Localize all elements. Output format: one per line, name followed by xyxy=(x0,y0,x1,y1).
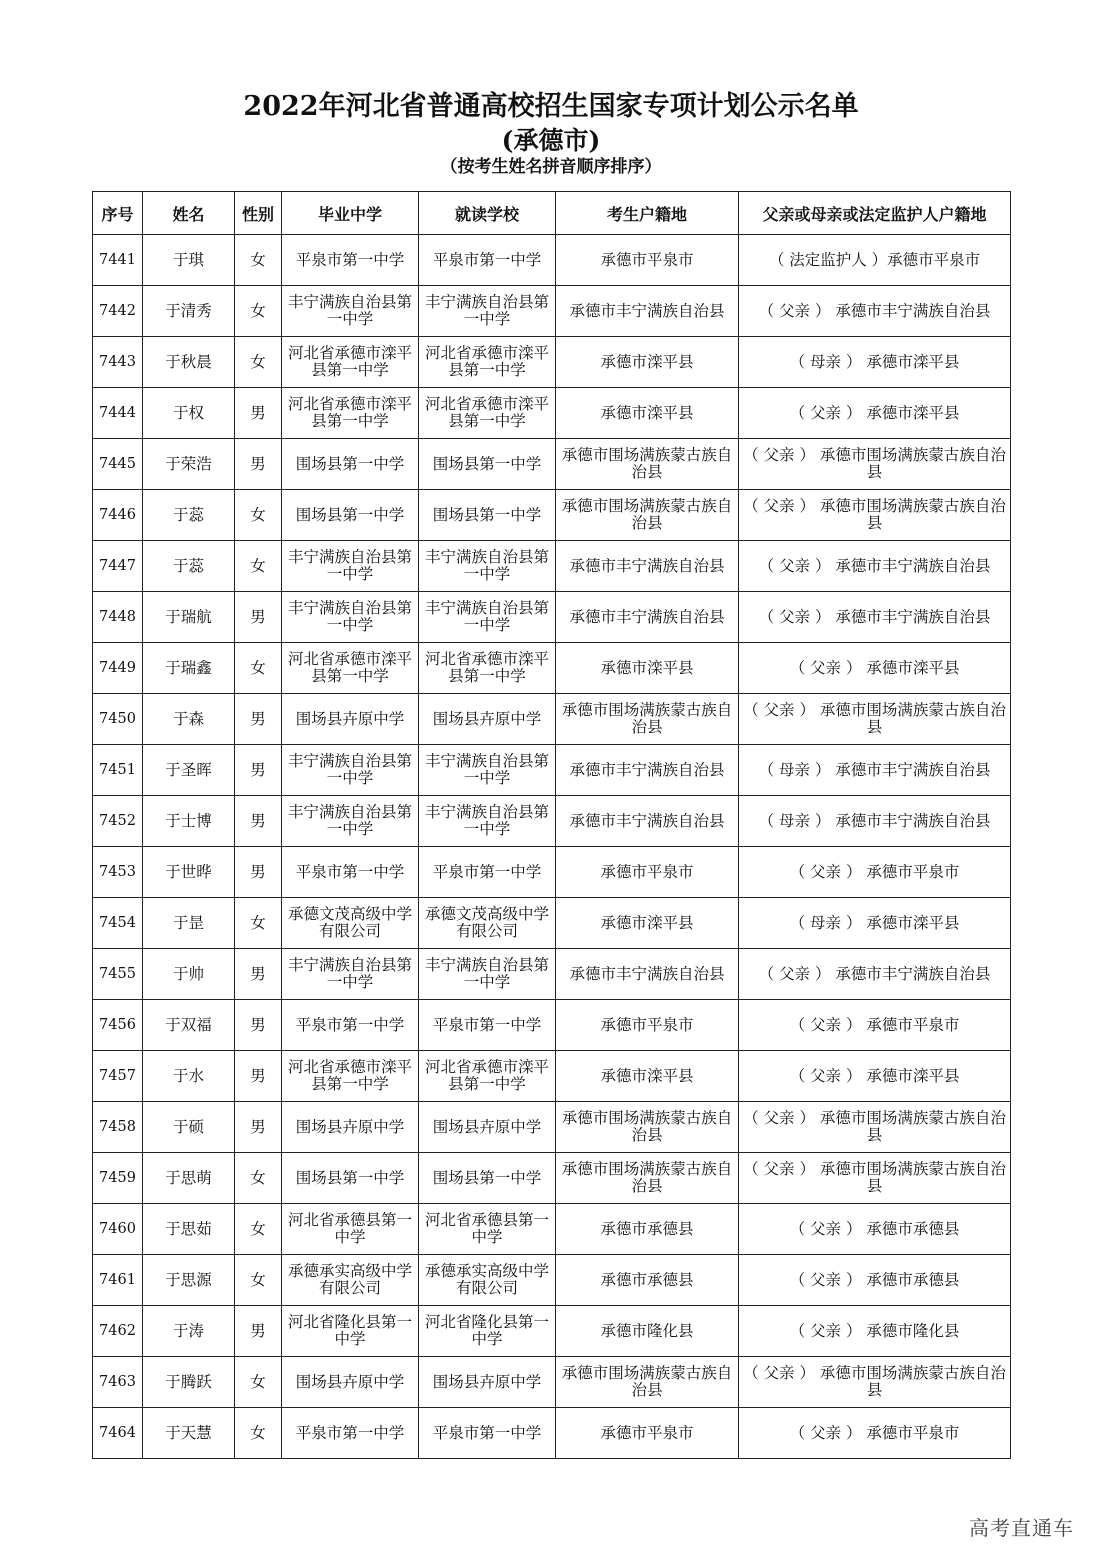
cell-seq: 7447 xyxy=(93,541,143,592)
cell-current-school: 丰宁满族自治县第一中学 xyxy=(419,796,556,847)
cell-graduated-school: 围场县卉原中学 xyxy=(282,694,419,745)
cell-seq: 7442 xyxy=(93,286,143,337)
cell-student-household: 承德市丰宁满族自治县 xyxy=(556,949,739,1000)
cell-guardian-household: （ 父亲 ） 承德市滦平县 xyxy=(739,1051,1011,1102)
cell-current-school: 平泉市第一中学 xyxy=(419,1408,556,1459)
cell-graduated-school: 平泉市第一中学 xyxy=(282,235,419,286)
cell-name: 于森 xyxy=(143,694,235,745)
cell-graduated-school: 河北省承德市滦平县第一中学 xyxy=(282,337,419,388)
cell-current-school: 河北省承德市滦平县第一中学 xyxy=(419,643,556,694)
cell-gender: 男 xyxy=(235,847,282,898)
table-body xyxy=(93,235,1011,1459)
cell-current-school: 河北省承德市滦平县第一中学 xyxy=(419,1051,556,1102)
cell-guardian-household: （ 父亲 ） 承德市丰宁满族自治县 xyxy=(739,592,1011,643)
cell-gender: 女 xyxy=(235,1153,282,1204)
watermark: 高考直通车 xyxy=(969,1516,1074,1540)
cell-name: 于双福 xyxy=(143,1000,235,1051)
cell-student-household: 承德市平泉市 xyxy=(556,235,739,286)
table-row xyxy=(93,235,1011,286)
sort-note: （按考生姓名拼音顺序排序） xyxy=(440,157,662,177)
cell-gender: 男 xyxy=(235,796,282,847)
cell-student-household: 承德市围场满族蒙古族自治县 xyxy=(556,1102,739,1153)
cell-seq: 7451 xyxy=(93,745,143,796)
cell-gender: 男 xyxy=(235,949,282,1000)
cell-current-school: 丰宁满族自治县第一中学 xyxy=(419,541,556,592)
table-row xyxy=(93,949,1011,1000)
cell-seq: 7445 xyxy=(93,439,143,490)
cell-seq: 7456 xyxy=(93,1000,143,1051)
cell-current-school: 承德文茂高级中学有限公司 xyxy=(419,898,556,949)
cell-student-household: 承德市围场满族蒙古族自治县 xyxy=(556,1153,739,1204)
cell-graduated-school: 围场县第一中学 xyxy=(282,490,419,541)
cell-current-school: 河北省承德市滦平县第一中学 xyxy=(419,337,556,388)
cell-student-household: 承德市平泉市 xyxy=(556,1000,739,1051)
header-student-household: 考生户籍地 xyxy=(556,192,739,235)
table-row xyxy=(93,1357,1011,1408)
table-row xyxy=(93,796,1011,847)
cell-guardian-household: （ 父亲 ） 承德市围场满族蒙古族自治县 xyxy=(739,1153,1011,1204)
cell-graduated-school: 丰宁满族自治县第一中学 xyxy=(282,949,419,1000)
cell-gender: 女 xyxy=(235,1357,282,1408)
header-guardian-household: 父亲或母亲或法定监护人户籍地 xyxy=(739,192,1011,235)
cell-guardian-household: （ 法定监护人 ）承德市平泉市 xyxy=(739,235,1011,286)
cell-graduated-school: 平泉市第一中学 xyxy=(282,1408,419,1459)
cell-graduated-school: 平泉市第一中学 xyxy=(282,847,419,898)
cell-gender: 女 xyxy=(235,643,282,694)
cell-seq: 7461 xyxy=(93,1255,143,1306)
cell-student-household: 承德市隆化县 xyxy=(556,1306,739,1357)
cell-name: 于水 xyxy=(143,1051,235,1102)
table-row xyxy=(93,1000,1011,1051)
cell-graduated-school: 承德文茂高级中学有限公司 xyxy=(282,898,419,949)
cell-seq: 7462 xyxy=(93,1306,143,1357)
cell-student-household: 承德市平泉市 xyxy=(556,847,739,898)
cell-gender: 女 xyxy=(235,898,282,949)
cell-guardian-household: （ 父亲 ） 承德市承德县 xyxy=(739,1255,1011,1306)
cell-guardian-household: （ 父亲 ） 承德市围场满族蒙古族自治县 xyxy=(739,1357,1011,1408)
cell-gender: 男 xyxy=(235,1000,282,1051)
cell-seq: 7446 xyxy=(93,490,143,541)
table-row xyxy=(93,1051,1011,1102)
cell-guardian-household: （ 母亲 ） 承德市滦平县 xyxy=(739,898,1011,949)
cell-gender: 男 xyxy=(235,1102,282,1153)
cell-guardian-household: （ 父亲 ） 承德市围场满族蒙古族自治县 xyxy=(739,694,1011,745)
cell-gender: 男 xyxy=(235,1306,282,1357)
cell-name: 于琪 xyxy=(143,235,235,286)
roster-table xyxy=(92,191,1011,1459)
cell-gender: 男 xyxy=(235,439,282,490)
cell-student-household: 承德市丰宁满族自治县 xyxy=(556,541,739,592)
table-row xyxy=(93,643,1011,694)
cell-guardian-household: （ 母亲 ） 承德市丰宁满族自治县 xyxy=(739,796,1011,847)
cell-current-school: 平泉市第一中学 xyxy=(419,235,556,286)
cell-seq: 7454 xyxy=(93,898,143,949)
cell-gender: 男 xyxy=(235,1051,282,1102)
cell-guardian-household: （ 父亲 ） 承德市平泉市 xyxy=(739,1000,1011,1051)
cell-gender: 男 xyxy=(235,745,282,796)
cell-student-household: 承德市滦平县 xyxy=(556,643,739,694)
table-row xyxy=(93,1408,1011,1459)
cell-seq: 7458 xyxy=(93,1102,143,1153)
cell-graduated-school: 丰宁满族自治县第一中学 xyxy=(282,286,419,337)
cell-guardian-household: （ 母亲 ） 承德市滦平县 xyxy=(739,337,1011,388)
cell-current-school: 河北省承德县第一中学 xyxy=(419,1204,556,1255)
cell-name: 于帅 xyxy=(143,949,235,1000)
cell-name: 于权 xyxy=(143,388,235,439)
table-header-row xyxy=(93,192,1011,235)
cell-student-household: 承德市丰宁满族自治县 xyxy=(556,796,739,847)
header-gender: 性别 xyxy=(235,192,282,235)
cell-guardian-household: （ 父亲 ） 承德市丰宁满族自治县 xyxy=(739,949,1011,1000)
cell-gender: 女 xyxy=(235,1408,282,1459)
table-row xyxy=(93,847,1011,898)
cell-current-school: 围场县第一中学 xyxy=(419,439,556,490)
cell-name: 于昰 xyxy=(143,898,235,949)
cell-student-household: 承德市滦平县 xyxy=(556,1051,739,1102)
cell-name: 于清秀 xyxy=(143,286,235,337)
cell-graduated-school: 围场县第一中学 xyxy=(282,439,419,490)
cell-guardian-household: （ 父亲 ） 承德市丰宁满族自治县 xyxy=(739,286,1011,337)
cell-graduated-school: 河北省隆化县第一中学 xyxy=(282,1306,419,1357)
cell-name: 于秋晨 xyxy=(143,337,235,388)
table-row xyxy=(93,1102,1011,1153)
cell-graduated-school: 丰宁满族自治县第一中学 xyxy=(282,541,419,592)
cell-name: 于思茹 xyxy=(143,1204,235,1255)
table-row xyxy=(93,490,1011,541)
cell-guardian-household: （ 父亲 ） 承德市丰宁满族自治县 xyxy=(739,541,1011,592)
cell-graduated-school: 河北省承德县第一中学 xyxy=(282,1204,419,1255)
cell-student-household: 承德市承德县 xyxy=(556,1204,739,1255)
cell-student-household: 承德市平泉市 xyxy=(556,1408,739,1459)
cell-guardian-household: （ 父亲 ） 承德市隆化县 xyxy=(739,1306,1011,1357)
cell-seq: 7457 xyxy=(93,1051,143,1102)
cell-name: 于荣浩 xyxy=(143,439,235,490)
cell-current-school: 围场县卉原中学 xyxy=(419,1102,556,1153)
cell-name: 于涛 xyxy=(143,1306,235,1357)
header-seq: 序号 xyxy=(93,192,143,235)
cell-student-household: 承德市承德县 xyxy=(556,1255,739,1306)
cell-student-household: 承德市围场满族蒙古族自治县 xyxy=(556,439,739,490)
cell-current-school: 围场县卉原中学 xyxy=(419,694,556,745)
cell-student-household: 承德市滦平县 xyxy=(556,898,739,949)
cell-seq: 7463 xyxy=(93,1357,143,1408)
cell-seq: 7452 xyxy=(93,796,143,847)
cell-gender: 女 xyxy=(235,1204,282,1255)
cell-seq: 7455 xyxy=(93,949,143,1000)
cell-seq: 7441 xyxy=(93,235,143,286)
cell-guardian-household: （ 父亲 ） 承德市承德县 xyxy=(739,1204,1011,1255)
cell-name: 于硕 xyxy=(143,1102,235,1153)
cell-graduated-school: 围场县第一中学 xyxy=(282,1153,419,1204)
cell-guardian-household: （ 父亲 ） 承德市围场满族蒙古族自治县 xyxy=(739,1102,1011,1153)
cell-name: 于士博 xyxy=(143,796,235,847)
cell-guardian-household: （ 父亲 ） 承德市围场满族蒙古族自治县 xyxy=(739,439,1011,490)
cell-student-household: 承德市丰宁满族自治县 xyxy=(556,592,739,643)
cell-guardian-household: （ 父亲 ） 承德市围场满族蒙古族自治县 xyxy=(739,490,1011,541)
cell-graduated-school: 河北省承德市滦平县第一中学 xyxy=(282,1051,419,1102)
cell-gender: 女 xyxy=(235,286,282,337)
cell-seq: 7460 xyxy=(93,1204,143,1255)
cell-gender: 女 xyxy=(235,235,282,286)
cell-name: 于圣晖 xyxy=(143,745,235,796)
table-row xyxy=(93,541,1011,592)
cell-current-school: 河北省承德市滦平县第一中学 xyxy=(419,388,556,439)
table-row xyxy=(93,592,1011,643)
cell-current-school: 围场县第一中学 xyxy=(419,490,556,541)
cell-guardian-household: （ 父亲 ） 承德市平泉市 xyxy=(739,847,1011,898)
cell-seq: 7444 xyxy=(93,388,143,439)
cell-current-school: 平泉市第一中学 xyxy=(419,847,556,898)
cell-guardian-household: （ 父亲 ） 承德市平泉市 xyxy=(739,1408,1011,1459)
cell-name: 于瑞航 xyxy=(143,592,235,643)
cell-graduated-school: 平泉市第一中学 xyxy=(282,1000,419,1051)
cell-gender: 男 xyxy=(235,388,282,439)
cell-current-school: 丰宁满族自治县第一中学 xyxy=(419,592,556,643)
cell-guardian-household: （ 父亲 ） 承德市滦平县 xyxy=(739,643,1011,694)
cell-guardian-household: （ 母亲 ） 承德市丰宁满族自治县 xyxy=(739,745,1011,796)
cell-name: 于世晔 xyxy=(143,847,235,898)
cell-seq: 7448 xyxy=(93,592,143,643)
cell-seq: 7449 xyxy=(93,643,143,694)
cell-gender: 男 xyxy=(235,694,282,745)
cell-name: 于瑞鑫 xyxy=(143,643,235,694)
cell-student-household: 承德市围场满族蒙古族自治县 xyxy=(556,490,739,541)
table-row xyxy=(93,1255,1011,1306)
cell-current-school: 围场县第一中学 xyxy=(419,1153,556,1204)
table-row xyxy=(93,337,1011,388)
cell-current-school: 河北省隆化县第一中学 xyxy=(419,1306,556,1357)
cell-graduated-school: 丰宁满族自治县第一中学 xyxy=(282,745,419,796)
cell-name: 于思源 xyxy=(143,1255,235,1306)
table-row xyxy=(93,286,1011,337)
cell-current-school: 丰宁满族自治县第一中学 xyxy=(419,949,556,1000)
cell-current-school: 承德承实高级中学有限公司 xyxy=(419,1255,556,1306)
cell-current-school: 围场县卉原中学 xyxy=(419,1357,556,1408)
cell-graduated-school: 围场县卉原中学 xyxy=(282,1102,419,1153)
cell-guardian-household: （ 父亲 ） 承德市滦平县 xyxy=(739,388,1011,439)
cell-name: 于天慧 xyxy=(143,1408,235,1459)
header-name: 姓名 xyxy=(143,192,235,235)
document-title: 2022年河北省普通高校招生国家专项计划公示名单 xyxy=(243,91,859,122)
cell-graduated-school: 河北省承德市滦平县第一中学 xyxy=(282,643,419,694)
table-row xyxy=(93,745,1011,796)
cell-seq: 7453 xyxy=(93,847,143,898)
header-graduated-school: 毕业中学 xyxy=(282,192,419,235)
table-row xyxy=(93,1153,1011,1204)
cell-student-household: 承德市围场满族蒙古族自治县 xyxy=(556,694,739,745)
cell-student-household: 承德市滦平县 xyxy=(556,388,739,439)
cell-seq: 7450 xyxy=(93,694,143,745)
cell-graduated-school: 丰宁满族自治县第一中学 xyxy=(282,592,419,643)
cell-student-household: 承德市丰宁满族自治县 xyxy=(556,745,739,796)
cell-name: 于腾跃 xyxy=(143,1357,235,1408)
cell-name: 于蕊 xyxy=(143,541,235,592)
cell-current-school: 平泉市第一中学 xyxy=(419,1000,556,1051)
cell-graduated-school: 承德承实高级中学有限公司 xyxy=(282,1255,419,1306)
cell-name: 于思萌 xyxy=(143,1153,235,1204)
table-row xyxy=(93,1306,1011,1357)
cell-gender: 女 xyxy=(235,1255,282,1306)
header-current-school: 就读学校 xyxy=(419,192,556,235)
cell-gender: 女 xyxy=(235,541,282,592)
cell-gender: 女 xyxy=(235,490,282,541)
cell-gender: 女 xyxy=(235,337,282,388)
cell-graduated-school: 围场县卉原中学 xyxy=(282,1357,419,1408)
cell-gender: 男 xyxy=(235,592,282,643)
table-row xyxy=(93,1204,1011,1255)
table-row xyxy=(93,439,1011,490)
cell-student-household: 承德市围场满族蒙古族自治县 xyxy=(556,1357,739,1408)
table-row xyxy=(93,694,1011,745)
cell-student-household: 承德市滦平县 xyxy=(556,337,739,388)
cell-seq: 7464 xyxy=(93,1408,143,1459)
cell-graduated-school: 丰宁满族自治县第一中学 xyxy=(282,796,419,847)
cell-graduated-school: 河北省承德市滦平县第一中学 xyxy=(282,388,419,439)
table-row xyxy=(93,898,1011,949)
document-subtitle: (承德市) xyxy=(501,126,601,155)
table-row xyxy=(93,388,1011,439)
cell-current-school: 丰宁满族自治县第一中学 xyxy=(419,745,556,796)
cell-current-school: 丰宁满族自治县第一中学 xyxy=(419,286,556,337)
cell-student-household: 承德市丰宁满族自治县 xyxy=(556,286,739,337)
cell-seq: 7443 xyxy=(93,337,143,388)
cell-seq: 7459 xyxy=(93,1153,143,1204)
cell-name: 于蕊 xyxy=(143,490,235,541)
